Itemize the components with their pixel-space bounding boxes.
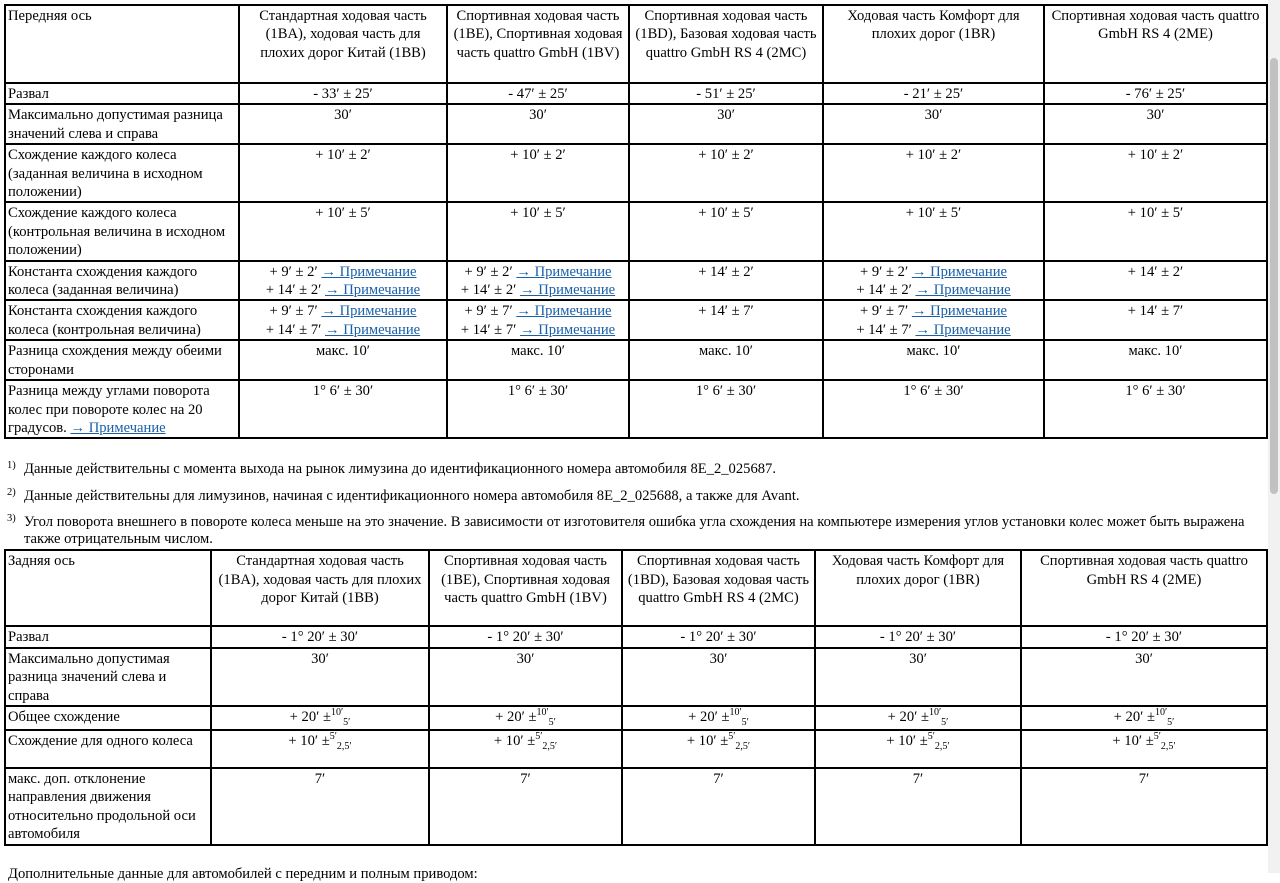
cell-value: 30′ (1021, 648, 1267, 706)
cell-value: 30′ (239, 104, 447, 144)
cell-value: - 21′ ± 25′ (823, 83, 1044, 104)
cell-value: 7′ (211, 768, 429, 845)
row-label: Развал (5, 626, 211, 647)
cell-value: + 10′ ± 2′ (823, 144, 1044, 202)
vertical-scrollbar[interactable] (1268, 0, 1280, 873)
row-label: Разница схождения между обеими сторонами (5, 340, 239, 380)
footnote: 1) Данные действительны с момента выхода на рынок лимузина до идентификационного номера автомобиля 8E_2_025687. (7, 460, 776, 478)
cell-value: + 14′ ± 7′ (629, 300, 823, 340)
note-link[interactable]: → Примечание (321, 263, 417, 280)
row-label: Константа схождения каждого колеса (заданная величина) (5, 261, 239, 301)
note-link[interactable]: → Примечание (321, 303, 417, 320)
cell-value: + 14′ ± 2′ (629, 261, 823, 301)
cell-value: + 10′ ± 2′ (239, 144, 447, 202)
row-label: макс. доп. отклонение направления движения относительно продольной оси автомобиля (5, 768, 211, 845)
row-label: Максимально допустимая разница значений слева и справа (5, 648, 211, 706)
front-row-maxdiff (5, 104, 1267, 144)
cell-value: - 51′ ± 25′ (629, 83, 823, 104)
cell-value: 1° 6′ ± 30′ (447, 380, 629, 438)
rear-axle-table (4, 549, 1268, 845)
rear-row-total-toe (5, 706, 1267, 730)
footnote: 3) Угол поворота внешнего в повороте колеса меньше на это значение. В зависимости от изготовителя ошибка угла схождения на компьютере измерения углов установки колес может быть выражена также отрицательным числом. (7, 513, 1245, 548)
footnotes (4, 461, 1266, 548)
cell-value: 30′ (429, 648, 622, 706)
cell-value: 30′ (211, 648, 429, 706)
row-label: Максимально допустимая разница значений слева и справа (5, 104, 239, 144)
front-row-toe-constant-set (5, 261, 1267, 301)
cell-value: макс. 10′ (823, 340, 1044, 380)
cell-value: + 10′ ±$^{5'}_{2,5'}$ (211, 730, 429, 768)
cell-value: + 14′ ± 2′ (1044, 261, 1267, 301)
rear-row-camber (5, 626, 1267, 647)
cell-value: 30′ (629, 104, 823, 144)
cell-value: + 10′ ± 2′ (1044, 144, 1267, 202)
cell-value: + 9′ ± 2′ → Примечание + 14′ ± 2′ → Примечание (239, 261, 447, 301)
note-link[interactable]: → Примечание (519, 282, 616, 299)
front-header-col: Ходовая часть Комфорт для плохих дорог (1BR) (823, 5, 1044, 83)
cell-value: + 10′ ± 5′ (823, 202, 1044, 260)
front-axle-table (4, 4, 1268, 439)
front-row-toe-constant-check (5, 300, 1267, 340)
cell-value: + 10′ ± 5′ (629, 202, 823, 260)
cell-value: + 10′ ±$^{5'}_{2,5'}$ (622, 730, 815, 768)
cell-value: - 1° 20′ ± 30′ (622, 626, 815, 647)
cell-value: - 47′ ± 25′ (447, 83, 629, 104)
note-link[interactable]: → Примечание (516, 303, 612, 320)
cell-value: + 14′ ± 7′ (1044, 300, 1267, 340)
cell-value: + 20′ ±$^{10'}_{5'}$ (815, 706, 1021, 730)
row-label: Схождение для одного колеса (5, 730, 211, 768)
cell-value: 7′ (429, 768, 622, 845)
rear-row-single-toe (5, 730, 1267, 768)
note-link[interactable]: → Примечание (911, 263, 1007, 280)
cell-value: 7′ (1021, 768, 1267, 845)
rear-header-col: Стандартная ходовая часть (1BA), ходовая часть для плохих дорог Китай (1BB) (211, 550, 429, 626)
row-label: Схождение каждого колеса (заданная величина в исходном положении) (5, 144, 239, 202)
cell-value: - 1° 20′ ± 30′ (815, 626, 1021, 647)
cell-value: + 10′ ± 2′ (629, 144, 823, 202)
cell-value: + 10′ ± 2′ (447, 144, 629, 202)
footnote: 2) Данные действительны для лимузинов, начиная с идентификационного номера автомобиля 8E_2_025688, а также для Avant. (7, 487, 800, 505)
row-label: Общее схождение (5, 706, 211, 730)
cell-value: + 20′ ±$^{10'}_{5'}$ (211, 706, 429, 730)
cell-value: 1° 6′ ± 30′ (1044, 380, 1267, 438)
front-row-camber (5, 83, 1267, 104)
front-header-row (5, 5, 1267, 83)
cell-value: 7′ (815, 768, 1021, 845)
note-link[interactable]: → Примечание (519, 321, 616, 338)
note-link[interactable]: → Примечание (915, 321, 1011, 338)
cell-value: + 20′ ±$^{10'}_{5'}$ (1021, 706, 1267, 730)
rear-header-col: Спортивная ходовая часть quattro GmbH RS 4 (2ME) (1021, 550, 1267, 626)
rear-row-deviation (5, 768, 1267, 845)
cell-value: 1° 6′ ± 30′ (239, 380, 447, 438)
cell-value: + 10′ ±$^{5'}_{2,5'}$ (1021, 730, 1267, 768)
note-link[interactable]: → Примечание (915, 282, 1011, 299)
cell-value: - 1° 20′ ± 30′ (211, 626, 429, 647)
cell-value: - 33′ ± 25′ (239, 83, 447, 104)
cell-value: + 9′ ± 7′ → Примечание + 14′ ± 7′ → Примечание (823, 300, 1044, 340)
note-link[interactable]: → Примечание (324, 282, 421, 299)
cell-value: 1° 6′ ± 30′ (629, 380, 823, 438)
row-label: Развал (5, 83, 239, 104)
cell-value: + 9′ ± 2′ → Примечание + 14′ ± 2′ → Примечание (823, 261, 1044, 301)
rear-header-col: Спортивная ходовая часть (1BE), Спортивная ходовая часть quattro GmbH (1BV) (429, 550, 622, 626)
rear-header-col: Спортивная ходовая часть (1BD), Базовая ходовая часть quattro GmbH RS 4 (2MC) (622, 550, 815, 626)
cell-value: + 10′ ± 5′ (447, 202, 629, 260)
rear-row-maxdiff (5, 648, 1267, 706)
row-label: Константа схождения каждого колеса (контрольная величина) (5, 300, 239, 340)
cell-value: макс. 10′ (629, 340, 823, 380)
cell-value: + 20′ ±$^{10'}_{5'}$ (429, 706, 622, 730)
cell-value: 30′ (823, 104, 1044, 144)
cell-value: + 10′ ±$^{5'}_{2,5'}$ (815, 730, 1021, 768)
front-header-axis: Передняя ось (5, 5, 239, 83)
additional-data-text: Дополнительные данные для автомобилей с передним и полным приводом: (8, 865, 478, 882)
row-label: Разница между углами поворота колес при повороте колес на 20 градусов. → Примечание (5, 380, 239, 438)
rear-header-axis: Задняя ось (5, 550, 211, 626)
front-row-toe-check (5, 202, 1267, 260)
cell-value: 7′ (622, 768, 815, 845)
note-link[interactable]: → Примечание (70, 419, 166, 436)
note-link[interactable]: → Примечание (911, 303, 1007, 320)
cell-value: 30′ (622, 648, 815, 706)
cell-value: + 9′ ± 7′ → Примечание + 14′ ± 7′ → Примечание (239, 300, 447, 340)
front-header-col: Стандартная ходовая часть (1BA), ходовая часть для плохих дорог Китай (1BB) (239, 5, 447, 83)
cell-value: + 10′ ±$^{5'}_{2,5'}$ (429, 730, 622, 768)
front-header-col: Спортивная ходовая часть (1BE), Спортивная ходовая часть quattro GmbH (1BV) (447, 5, 629, 83)
cell-value: 30′ (815, 648, 1021, 706)
front-header-col: Спортивная ходовая часть quattro GmbH RS 4 (2ME) (1044, 5, 1267, 83)
cell-value: + 9′ ± 2′ → Примечание + 14′ ± 2′ → Примечание (447, 261, 629, 301)
cell-value: 30′ (1044, 104, 1267, 144)
cell-value: макс. 10′ (239, 340, 447, 380)
cell-value: - 76′ ± 25′ (1044, 83, 1267, 104)
cell-value: макс. 10′ (447, 340, 629, 380)
cell-value: + 20′ ±$^{10'}_{5'}$ (622, 706, 815, 730)
cell-value: - 1° 20′ ± 30′ (1021, 626, 1267, 647)
row-label: Схождение каждого колеса (контрольная величина в исходном положении) (5, 202, 239, 260)
rear-header-row (5, 550, 1267, 626)
cell-value: + 10′ ± 5′ (239, 202, 447, 260)
front-row-toe-diff (5, 340, 1267, 380)
page-content (4, 4, 1266, 883)
scrollbar-thumb[interactable] (1270, 58, 1278, 494)
cell-value: + 9′ ± 7′ → Примечание + 14′ ± 7′ → Примечание (447, 300, 629, 340)
note-link[interactable]: → Примечание (516, 263, 612, 280)
cell-value: + 10′ ± 5′ (1044, 202, 1267, 260)
rear-header-col: Ходовая часть Комфорт для плохих дорог (1BR) (815, 550, 1021, 626)
front-row-turn-diff (5, 380, 1267, 438)
cell-value: 30′ (447, 104, 629, 144)
front-row-toe-set (5, 144, 1267, 202)
note-link[interactable]: → Примечание (324, 321, 421, 338)
cell-value: - 1° 20′ ± 30′ (429, 626, 622, 647)
cell-value: макс. 10′ (1044, 340, 1267, 380)
front-header-col: Спортивная ходовая часть (1BD), Базовая ходовая часть quattro GmbH RS 4 (2MC) (629, 5, 823, 83)
cell-value: 1° 6′ ± 30′ (823, 380, 1044, 438)
